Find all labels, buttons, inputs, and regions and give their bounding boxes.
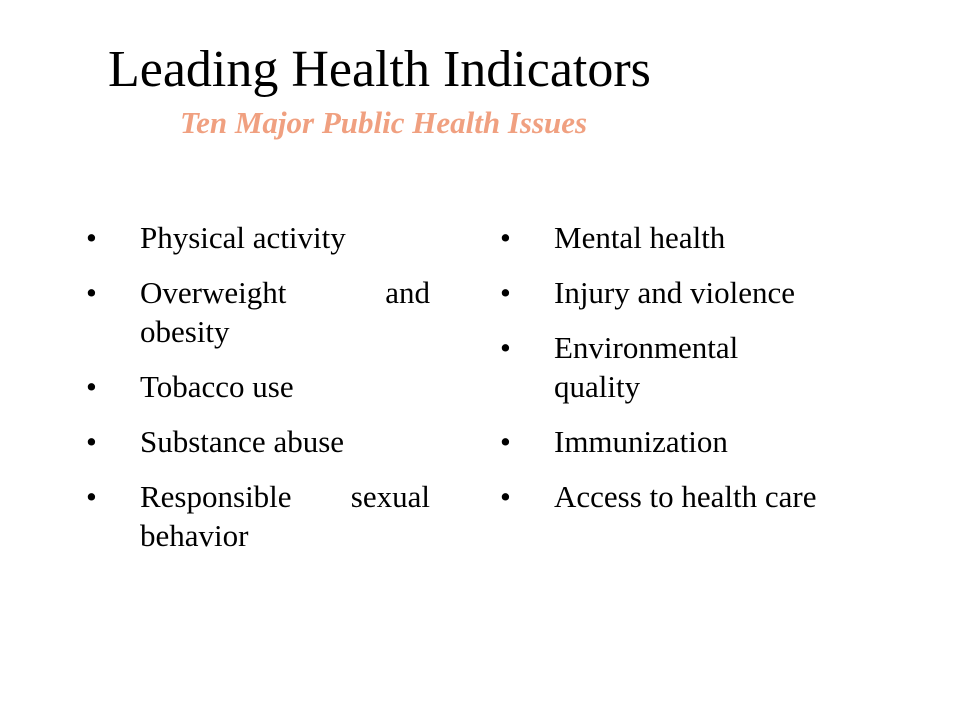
bullet-item-overweight-obesity — [86, 273, 430, 351]
left-bullet-list — [86, 218, 446, 571]
bullet-icon: • — [86, 369, 97, 404]
bullet-item-mental-health — [500, 218, 900, 257]
bullet-text: Injury and violence — [554, 275, 796, 310]
bullet-text: Responsible sexual behavior — [140, 479, 430, 553]
bullet-icon: • — [500, 275, 511, 310]
bullet-item-access-health-care — [500, 477, 900, 516]
bullet-icon: • — [86, 424, 97, 459]
bullet-icon: • — [500, 220, 511, 255]
bullet-text: Overweight and obesity — [140, 275, 430, 349]
bullet-icon: • — [500, 424, 511, 459]
bullet-item-physical-activity — [86, 218, 446, 257]
bullet-item-injury-violence — [500, 273, 900, 312]
bullet-icon: • — [86, 479, 97, 514]
slide-subtitle: Ten Major Public Health Issues — [180, 105, 588, 140]
bullet-icon: • — [86, 220, 97, 255]
bullet-text: Environmental quality — [554, 330, 739, 404]
bullet-item-tobacco-use — [86, 367, 446, 406]
right-bullet-list — [500, 218, 900, 532]
bullet-icon: • — [500, 330, 511, 365]
bullet-item-substance-abuse — [86, 422, 446, 461]
bullet-text: Physical activity — [140, 220, 346, 255]
bullet-text: Immunization — [554, 424, 728, 459]
bullet-text: Tobacco use — [140, 369, 294, 404]
bullet-text: Access to health care — [554, 479, 817, 514]
bullet-text: Substance abuse — [140, 424, 345, 459]
bullet-item-responsible-sexual-behavior — [86, 477, 430, 555]
bullet-item-immunization — [500, 422, 900, 461]
bullet-item-environmental-quality — [500, 328, 804, 406]
slide-title: Leading Health Indicators — [108, 41, 651, 98]
bullet-icon: • — [86, 275, 97, 310]
bullet-text: Mental health — [554, 220, 726, 255]
bullet-icon: • — [500, 479, 511, 514]
